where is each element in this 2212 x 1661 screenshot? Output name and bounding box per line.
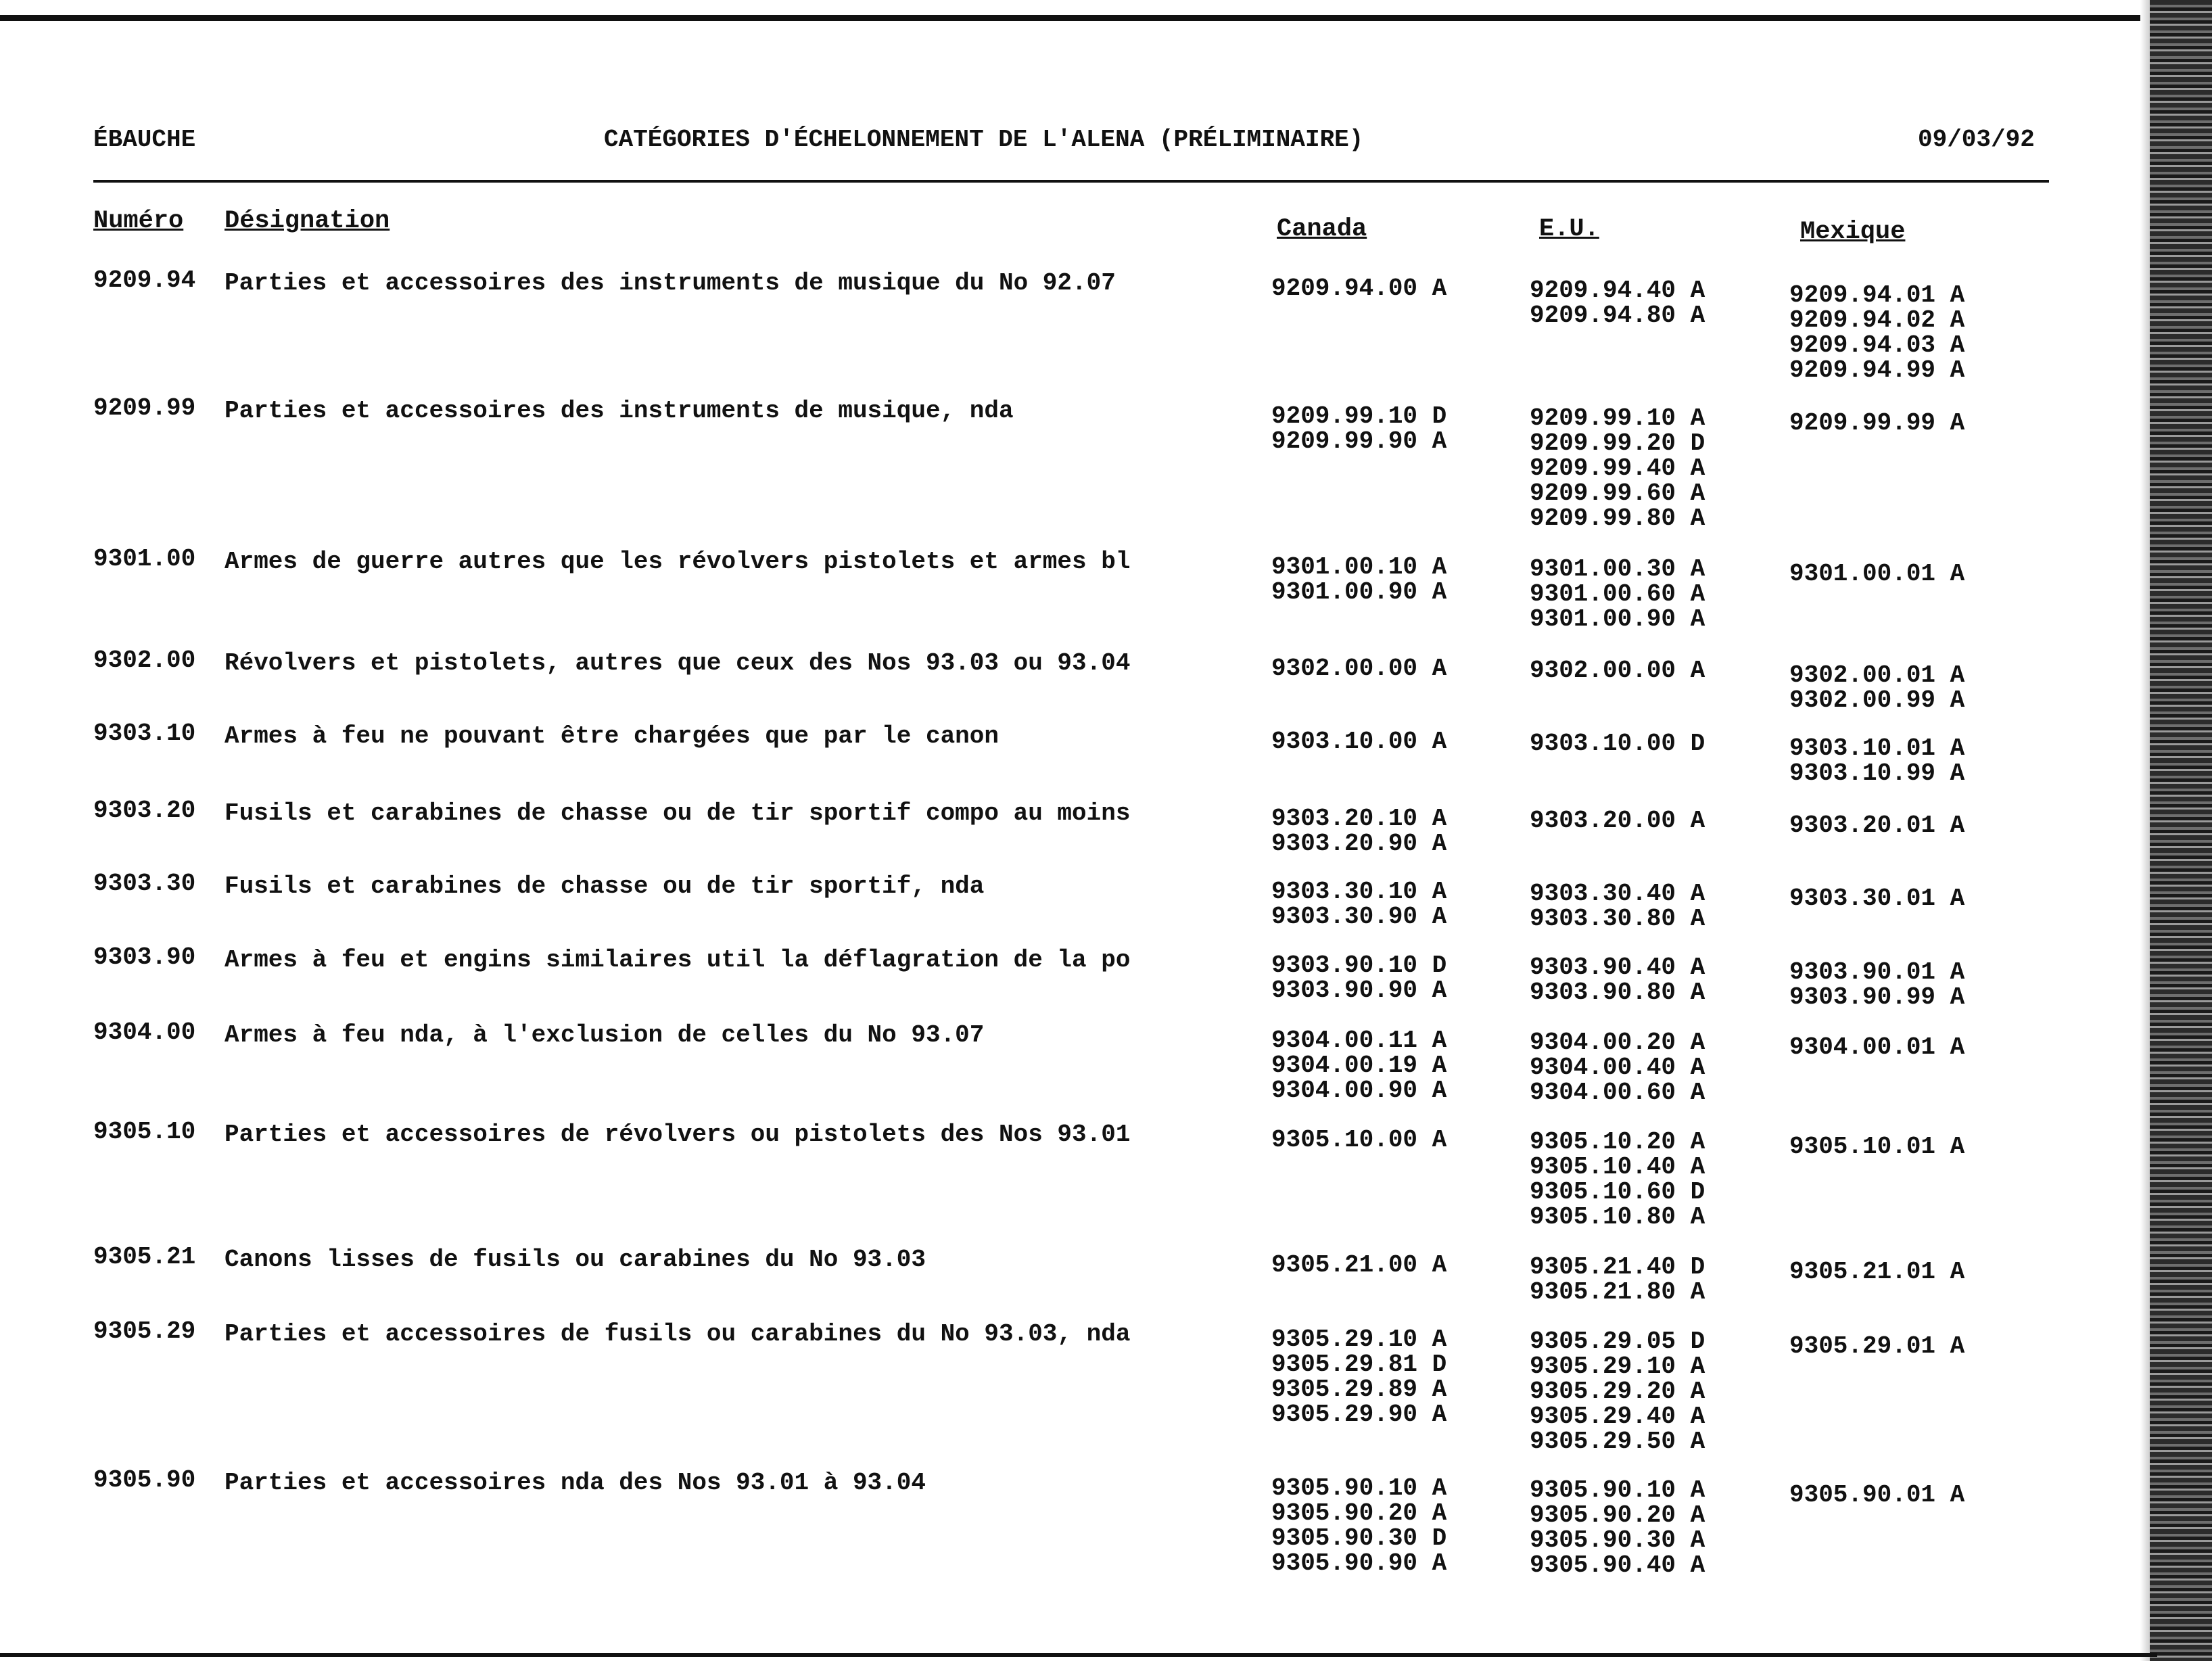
tariff-code: 9303.10.99 A	[1789, 759, 1965, 787]
tariff-code: 9305.10.60 D	[1530, 1178, 1705, 1206]
row-numero: 9305.10	[93, 1118, 196, 1146]
tariff-code: 9305.10.20 A	[1530, 1128, 1705, 1156]
row-designation: Parties et accessoires nda des Nos 93.01 à 93.04	[225, 1469, 926, 1497]
tariff-code: 9305.10.00 A	[1271, 1126, 1447, 1154]
row-eu-codes	[1530, 1478, 1705, 1578]
tariff-code: 9301.00.30 A	[1530, 555, 1705, 583]
tariff-code: 9302.00.00 A	[1530, 657, 1705, 684]
row-eu-codes	[1530, 1255, 1705, 1305]
tariff-code: 9305.29.10 A	[1530, 1353, 1705, 1380]
tariff-code: 9305.90.20 A	[1271, 1499, 1447, 1527]
tariff-code: 9209.99.10 D	[1271, 402, 1447, 430]
tariff-code: 9209.99.40 A	[1530, 454, 1705, 482]
tariff-code: 9305.90.10 A	[1530, 1476, 1705, 1504]
tariff-code: 9305.90.20 A	[1530, 1501, 1705, 1529]
tariff-code: 9209.94.00 A	[1271, 275, 1447, 302]
scan-edge-strip	[2150, 0, 2212, 1661]
tariff-code: 9301.00.90 A	[1530, 605, 1705, 633]
row-mexique-codes	[1789, 1334, 1964, 1359]
tariff-code: 9305.21.80 A	[1530, 1278, 1705, 1306]
tariff-code: 9305.29.20 A	[1530, 1378, 1705, 1405]
row-canada-codes	[1271, 656, 1446, 681]
row-mexique-codes	[1789, 1134, 1964, 1159]
row-canada-codes	[1271, 953, 1446, 1003]
tariff-code: 9302.00.00 A	[1271, 655, 1447, 682]
tariff-code: 9305.29.40 A	[1530, 1403, 1705, 1430]
tariff-code: 9305.21.00 A	[1271, 1251, 1447, 1279]
column-header-canada: Canada	[1277, 215, 1367, 243]
row-designation: Armes à feu ne pouvant être chargées que par le canon	[225, 722, 999, 750]
tariff-code: 9209.99.60 A	[1530, 479, 1705, 507]
tariff-code: 9303.90.90 A	[1271, 977, 1447, 1004]
tariff-code: 9303.90.10 D	[1271, 952, 1447, 979]
tariff-code: 9303.90.40 A	[1530, 954, 1705, 981]
table-row	[0, 1118, 2096, 1231]
tariff-code: 9303.90.99 A	[1789, 983, 1965, 1011]
row-canada-codes	[1271, 806, 1446, 856]
row-numero: 9209.94	[93, 266, 196, 294]
tariff-code: 9304.00.40 A	[1530, 1054, 1705, 1081]
tariff-code: 9305.29.01 A	[1789, 1332, 1965, 1360]
row-eu-codes	[1530, 955, 1705, 1005]
row-canada-codes	[1271, 555, 1446, 605]
tariff-code: 9209.94.01 A	[1789, 281, 1965, 309]
table-row	[0, 266, 2096, 384]
tariff-code: 9305.29.50 A	[1530, 1428, 1705, 1455]
tariff-code: 9301.00.90 A	[1271, 578, 1447, 606]
row-mexique-codes	[1789, 283, 1964, 383]
tariff-code: 9303.10.00 D	[1530, 730, 1705, 757]
row-numero: 9303.20	[93, 797, 196, 824]
row-canada-codes	[1271, 276, 1446, 301]
tariff-code: 9303.10.00 A	[1271, 728, 1447, 755]
row-canada-codes	[1271, 1028, 1446, 1103]
column-header-numero: Numéro	[93, 207, 184, 235]
tariff-code: 9209.99.90 A	[1271, 427, 1447, 455]
tariff-code: 9303.30.40 A	[1530, 880, 1705, 908]
tariff-code: 9305.90.90 A	[1271, 1549, 1447, 1577]
row-canada-codes	[1271, 1253, 1446, 1278]
document-title: CATÉGORIES D'ÉCHELONNEMENT DE L'ALENA (PRÉLIMINAIRE)	[604, 126, 1364, 154]
tariff-code: 9209.94.80 A	[1530, 302, 1705, 329]
tariff-code: 9304.00.11 A	[1271, 1027, 1447, 1054]
tariff-code: 9305.21.40 D	[1530, 1253, 1705, 1281]
row-mexique-codes	[1789, 813, 1964, 838]
tariff-code: 9305.90.40 A	[1530, 1551, 1705, 1579]
row-mexique-codes	[1789, 561, 1964, 586]
tariff-code: 9303.30.01 A	[1789, 885, 1965, 912]
row-eu-codes	[1530, 406, 1705, 531]
tariff-code: 9302.00.01 A	[1789, 661, 1965, 689]
row-designation: Parties et accessoires des instruments de musique du No 92.07	[225, 269, 1116, 297]
table-row	[0, 1317, 2096, 1455]
row-mexique-codes	[1789, 1035, 1964, 1060]
row-numero: 9305.90	[93, 1466, 196, 1494]
table-row	[0, 870, 2096, 933]
tariff-code: 9304.00.01 A	[1789, 1033, 1965, 1061]
row-eu-codes	[1530, 658, 1705, 683]
tariff-code: 9304.00.90 A	[1271, 1077, 1447, 1104]
row-eu-codes	[1530, 731, 1705, 756]
tariff-code: 9303.20.00 A	[1530, 807, 1705, 835]
row-numero: 9303.90	[93, 943, 196, 971]
row-canada-codes	[1271, 879, 1446, 929]
tariff-code: 9301.00.10 A	[1271, 553, 1447, 581]
table-row	[0, 797, 2096, 858]
document-date: 09/03/92	[1918, 126, 2035, 154]
tariff-code: 9209.99.20 D	[1530, 429, 1705, 457]
row-mexique-codes	[1789, 1259, 1964, 1284]
row-eu-codes	[1530, 808, 1705, 833]
row-mexique-codes	[1789, 886, 1964, 911]
row-numero: 9305.21	[93, 1243, 196, 1271]
row-canada-codes	[1271, 729, 1446, 754]
row-designation: Armes à feu nda, à l'exclusion de celles du No 93.07	[225, 1021, 985, 1049]
table-row	[0, 943, 2096, 1011]
row-numero: 9303.30	[93, 870, 196, 897]
row-mexique-codes	[1789, 960, 1964, 1010]
row-designation: Révolvers et pistolets, autres que ceux des Nos 93.03 ou 93.04	[225, 649, 1131, 677]
row-numero: 9302.00	[93, 647, 196, 674]
column-header-designation: Désignation	[225, 207, 390, 235]
top-border-rule	[0, 15, 2157, 21]
table-row	[0, 1243, 2096, 1306]
tariff-code: 9303.30.10 A	[1271, 878, 1447, 906]
header-divider	[93, 180, 2049, 183]
row-designation: Fusils et carabines de chasse ou de tir sportif compo au moins	[225, 799, 1131, 827]
tariff-code: 9303.20.10 A	[1271, 805, 1447, 833]
row-designation: Armes de guerre autres que les révolvers pistolets et armes bl	[225, 548, 1131, 576]
row-eu-codes	[1530, 1030, 1705, 1105]
tariff-code: 9209.94.99 A	[1789, 356, 1965, 384]
row-numero: 9304.00	[93, 1019, 196, 1046]
row-designation: Parties et accessoires de fusils ou carabines du No 93.03, nda	[225, 1320, 1131, 1348]
tariff-code: 9305.90.10 A	[1271, 1474, 1447, 1502]
table-row	[0, 1466, 2096, 1579]
tariff-code: 9209.94.03 A	[1789, 331, 1965, 359]
column-header-eu: E.U.	[1539, 215, 1599, 243]
tariff-code: 9305.90.30 D	[1271, 1524, 1447, 1552]
tariff-code: 9305.29.05 D	[1530, 1328, 1705, 1355]
table-row	[0, 545, 2096, 633]
row-eu-codes	[1530, 278, 1705, 328]
tariff-code: 9209.99.99 A	[1789, 409, 1965, 437]
row-eu-codes	[1530, 1329, 1705, 1454]
row-eu-codes	[1530, 881, 1705, 931]
tariff-code: 9303.20.90 A	[1271, 830, 1447, 858]
column-header-mexique: Mexique	[1800, 218, 1906, 246]
tariff-code: 9305.29.89 A	[1271, 1376, 1447, 1403]
row-mexique-codes	[1789, 411, 1964, 436]
tariff-code: 9303.20.01 A	[1789, 812, 1965, 839]
tariff-code: 9209.94.40 A	[1530, 277, 1705, 304]
tariff-code: 9304.00.19 A	[1271, 1052, 1447, 1079]
row-mexique-codes	[1789, 736, 1964, 786]
tariff-code: 9303.10.01 A	[1789, 734, 1965, 762]
tariff-code: 9305.10.01 A	[1789, 1133, 1965, 1161]
tariff-code: 9301.00.60 A	[1530, 580, 1705, 608]
table-row	[0, 394, 2096, 532]
tariff-code: 9305.90.30 A	[1530, 1526, 1705, 1554]
tariff-code: 9305.29.81 D	[1271, 1351, 1447, 1378]
tariff-code: 9305.29.90 A	[1271, 1401, 1447, 1428]
tariff-code: 9304.00.60 A	[1530, 1079, 1705, 1106]
tariff-code: 9305.90.01 A	[1789, 1481, 1965, 1509]
tariff-code: 9305.10.80 A	[1530, 1203, 1705, 1231]
row-designation: Armes à feu et engins similaires util la déflagration de la po	[225, 946, 1131, 974]
row-mexique-codes	[1789, 663, 1964, 713]
row-mexique-codes	[1789, 1482, 1964, 1507]
tariff-code: 9209.94.02 A	[1789, 306, 1965, 334]
tariff-code: 9209.99.10 A	[1530, 404, 1705, 432]
tariff-code: 9303.30.80 A	[1530, 905, 1705, 933]
tariff-code: 9303.90.80 A	[1530, 979, 1705, 1006]
row-canada-codes	[1271, 1127, 1446, 1152]
row-designation: Parties et accessoires de révolvers ou pistolets des Nos 93.01	[225, 1121, 1131, 1148]
row-designation: Canons lisses de fusils ou carabines du No 93.03	[225, 1246, 926, 1273]
scan-edge-shadow	[2140, 0, 2150, 1661]
row-designation: Parties et accessoires des instruments de musique, nda	[225, 397, 1014, 425]
tariff-code: 9302.00.99 A	[1789, 686, 1965, 714]
tariff-code: 9209.99.80 A	[1530, 505, 1705, 532]
tariff-code: 9305.10.40 A	[1530, 1153, 1705, 1181]
row-numero: 9305.29	[93, 1317, 196, 1345]
tariff-code: 9301.00.01 A	[1789, 560, 1965, 588]
tariff-code: 9303.30.90 A	[1271, 903, 1447, 931]
bottom-border-rule	[0, 1653, 2157, 1657]
row-canada-codes	[1271, 1476, 1446, 1576]
row-numero: 9301.00	[93, 545, 196, 573]
tariff-code: 9303.90.01 A	[1789, 958, 1965, 986]
row-canada-codes	[1271, 404, 1446, 454]
row-numero: 9303.10	[93, 720, 196, 747]
table-row	[0, 647, 2096, 714]
row-eu-codes	[1530, 557, 1705, 632]
row-eu-codes	[1530, 1129, 1705, 1230]
table-row	[0, 1019, 2096, 1106]
tariff-code: 9305.21.01 A	[1789, 1258, 1965, 1286]
tariff-code: 9305.29.10 A	[1271, 1326, 1447, 1353]
row-designation: Fusils et carabines de chasse ou de tir sportif, nda	[225, 872, 985, 900]
draft-label: ÉBAUCHE	[93, 126, 196, 154]
row-numero: 9209.99	[93, 394, 196, 422]
row-canada-codes	[1271, 1327, 1446, 1427]
tariff-code: 9304.00.20 A	[1530, 1029, 1705, 1056]
table-row	[0, 720, 2096, 787]
